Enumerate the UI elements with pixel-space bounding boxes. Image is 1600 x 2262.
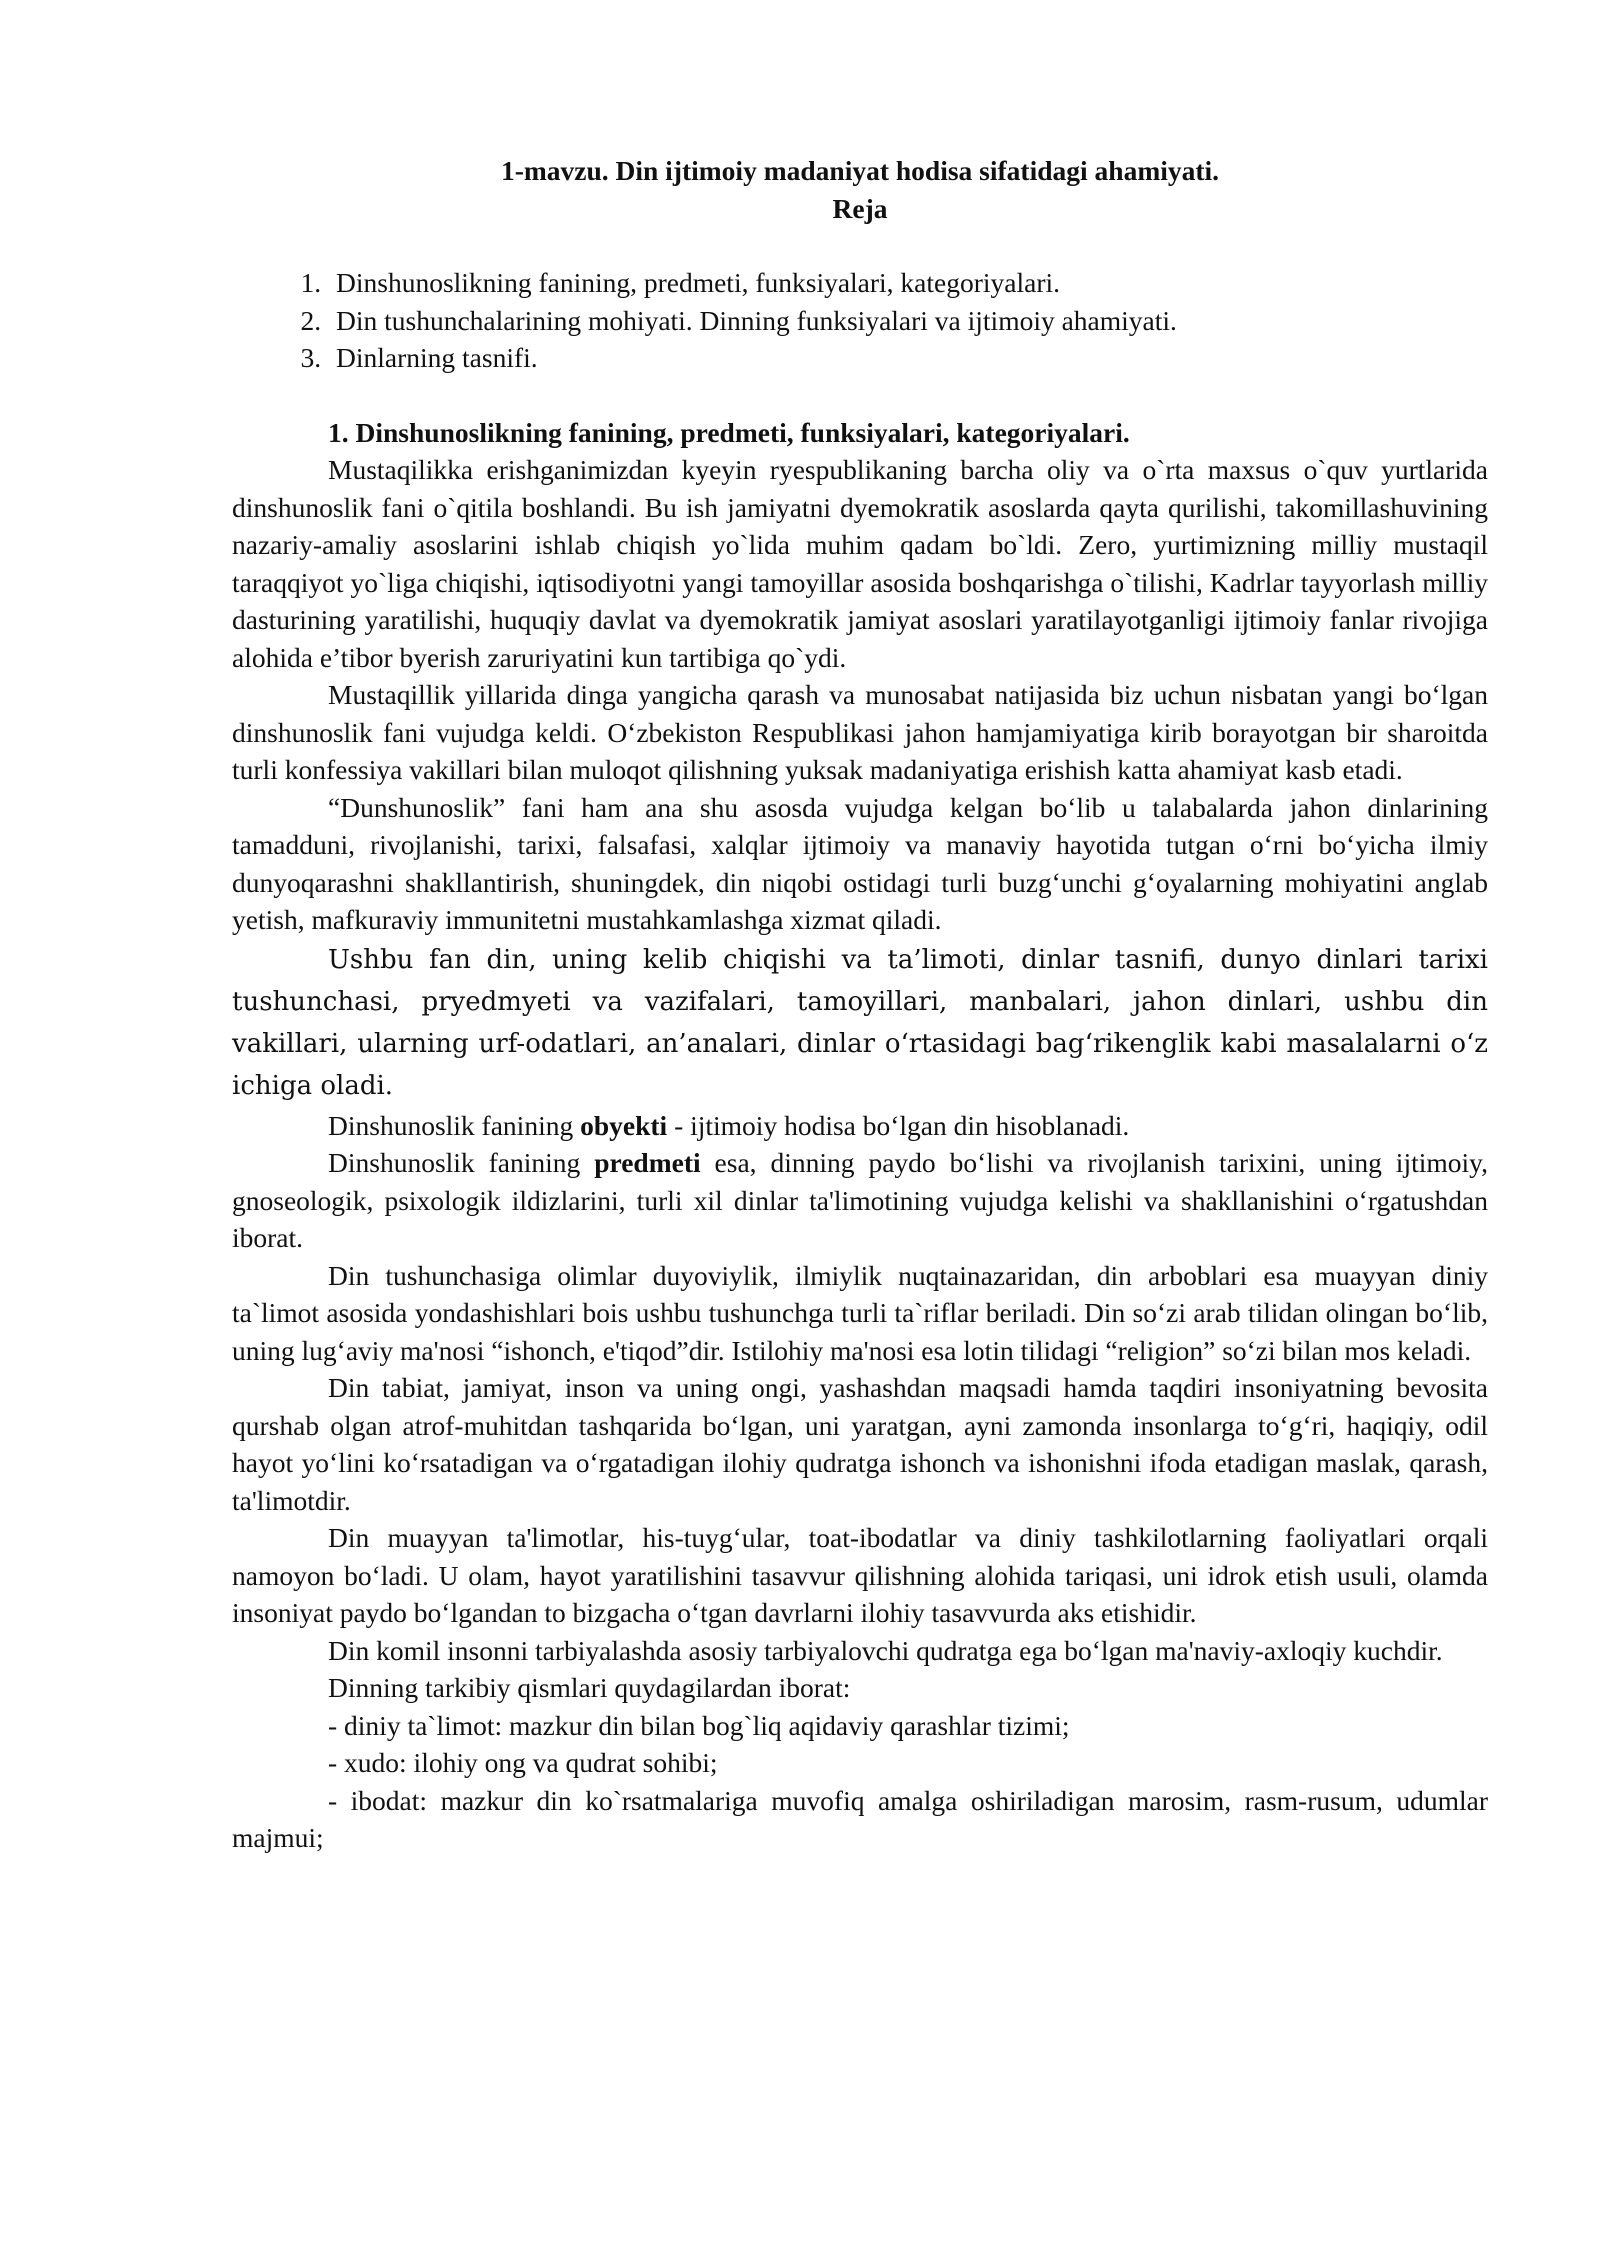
text-segment: Dinshunoslik fanining xyxy=(328,1147,595,1178)
term-predmeti: predmeti xyxy=(594,1147,701,1178)
paragraph: Din tushunchasiga olimlar duyoviylik, ilmiylik nuqtainazaridan, din arboblari esa muayyan diniy ta`limot asosida yondashishlari bois ushbu tushunchga turli ta`riflar beriladi. Din so‘zi arab tilidan olingan bo‘lib, uning lug‘aviy ma'nosi “ishonch, e'tiqod”dir. Istilohiy ma'nosi esa lotin tilidagi “religion” so‘zi bilan mos keladi. xyxy=(232,1259,1488,1366)
list-item: - ibodat: mazkur din ko`rsatmalariga muvofiq amalga oshiriladigan marosim, rasm-rusum, udumlar majmui; xyxy=(232,1784,1488,1853)
text-segment: - ijtimoiy hodisa bo‘lgan din hisoblanadi. xyxy=(667,1109,1130,1141)
plan-item: 1. Dinshunoslikning fanining, predmeti, funksiyalari, kategoriyalari. xyxy=(328,264,1488,302)
list-item: - xudo: ilohiy ong va qudrat sohibi; xyxy=(328,1747,718,1778)
plan-item: 2. Din tushunchalarining mohiyati. Dinning funksiyalari va ijtimoiy ahamiyati. xyxy=(328,302,1488,340)
paragraph: “Dunshunoslik” fani ham ana shu asosda vujudga kelgan bo‘lib u talabalarda jahon dinlarining tamadduni, rivojlanishi, tarixi, falsafasi, xalqlar ijtimoiy va manaviy hayotida tutgan o‘rni bo‘yicha ilmiy dunyoqarashni shakllantirish, shuningdek, din niqobi ostidagi turli buzg‘unchi g‘oyalarning mohiyatini anglab yetish, mafkuraviy immunitetni mustahkamlashga xizmat qiladi. xyxy=(232,791,1488,935)
term-obyekti: obyekti xyxy=(580,1109,668,1141)
paragraph-obyekti xyxy=(232,1107,1488,1145)
plan-item: 3. Dinlarning tasnifi. xyxy=(328,339,1488,377)
paragraph: Mustaqillik yillarida dinga yangicha qarash va munosabat natijasida biz uchun nisbatan yangi bo‘lgan dinshunoslik fani vujudga keldi. O‘zbekiston Respublikasi jahon hamjamiyatiga kirib borayotgan bir sharoitda turli konfessiya vakillari bilan muloqot qilishning yuksak madaniyatiga erishish katta ahamiyat kasb etadi. xyxy=(232,679,1488,785)
plan-heading: Reja xyxy=(832,192,888,224)
paragraph-predmeti xyxy=(232,1144,1488,1257)
document-title: 1-mavzu. Din ijtimoiy madaniyat hodisa sifatidagi ahamiyati. xyxy=(500,155,1220,186)
plan-list xyxy=(232,264,1488,377)
list-item: - diniy ta`limot: mazkur din bilan bog`liq aqidaviy qarashlar tizimi; xyxy=(328,1709,1070,1741)
paragraph: Din tabiat, jamiyat, inson va uning ongi, yashashdan maqsadi hamda taqdiri insoniyatning bevosita qurshab olgan atrof-muhitdan tashqarida bo‘lgan, uni yaratgan, ayni zamonda insonlarga to‘g‘ri, haqiqiy, odil hayot yo‘lini ko‘rsatadigan va o‘rgatadigan ilohiy qudratga ishonch va ishonishni ifoda etadigan maslak, qarash, ta'limotdir. xyxy=(232,1372,1488,1516)
document-page xyxy=(232,152,1488,1857)
section-heading: 1. Dinshunoslikning fanining, predmeti, funksiyalari, kategoriyalari. xyxy=(328,416,1130,448)
text-segment: Dinshunoslik fanining xyxy=(328,1109,581,1141)
text-segment: esa, dinning paydo bo‘lishi va rivojlanish tarixini, uning ijtimoiy, gnoseologik, psixologik ildizlarini, turli xil dinlar ta'limotining vujudga kelishi va shakllanishini o‘rgatushdan iborat. xyxy=(232,1147,1488,1253)
paragraph: Dinning tarkibiy qismlari quydagilardan iborat: xyxy=(328,1672,851,1703)
paragraph: Mustaqilikka erishganimizdan kyeyin ryespublikaning barcha oliy va o`rta maxsus o`quv yurtlarida dinshunoslik fani o`qitila boshlandi. Bu ish jamiyatni dyemokratik asoslarda qayta qurilishi, takomillashuvining nazariy-amaliy asoslarini ishlab chiqish yo`lida muhim qadam bo`ldi. Zero, yurtimizning milliy mustaqil taraqqiyot yo`liga chiqishi, iqtisodiyotni yangi tamoyillar asosida boshqarishga o`tilishi, Kadrlar tayyorlash milliy dasturining yaratilishi, huquqiy davlat va dyemokratik jamiyat asoslari yaratilayotganligi ijtimoiy fanlar rivojiga alohida e’tibor byerish zaruriyatini kun tartibiga qo`ydi. xyxy=(232,454,1488,673)
paragraph: Din muayyan ta'limotlar, his-tuyg‘ular, toat-ibodatlar va diniy tashkilotlarning faoliyatlari orqali namoyon bo‘ladi. U olam, hayot yaratilishini tasavvur qilishning alohida tariqasi, uni idrok etish usuli, olamda insoniyat paydo bo‘lgandan to bizgacha o‘tgan davrlarni ilohiy tasavvurda aks etishidir. xyxy=(232,1522,1488,1628)
paragraph: Ushbu fan din, uning kelib chiqishi va ta’limoti, dinlar tasnifi, dunyo dinlari tarixi tushunchasi, pryedmyeti va vazifalari, tamoyillari, manbalari, jahon dinlari, ushbu din vakillari, ularning urf-odatlari, an’analari, dinlar o‘rtasidagi bag‘rikenglik kabi masalalarni o‘z ichiga oladi. xyxy=(232,944,1488,1101)
paragraph: Din komil insonni tarbiyalashda asosiy tarbiyalovchi qudratga ega bo‘lgan ma'naviy-axloqiy kuchdir. xyxy=(328,1634,1443,1666)
